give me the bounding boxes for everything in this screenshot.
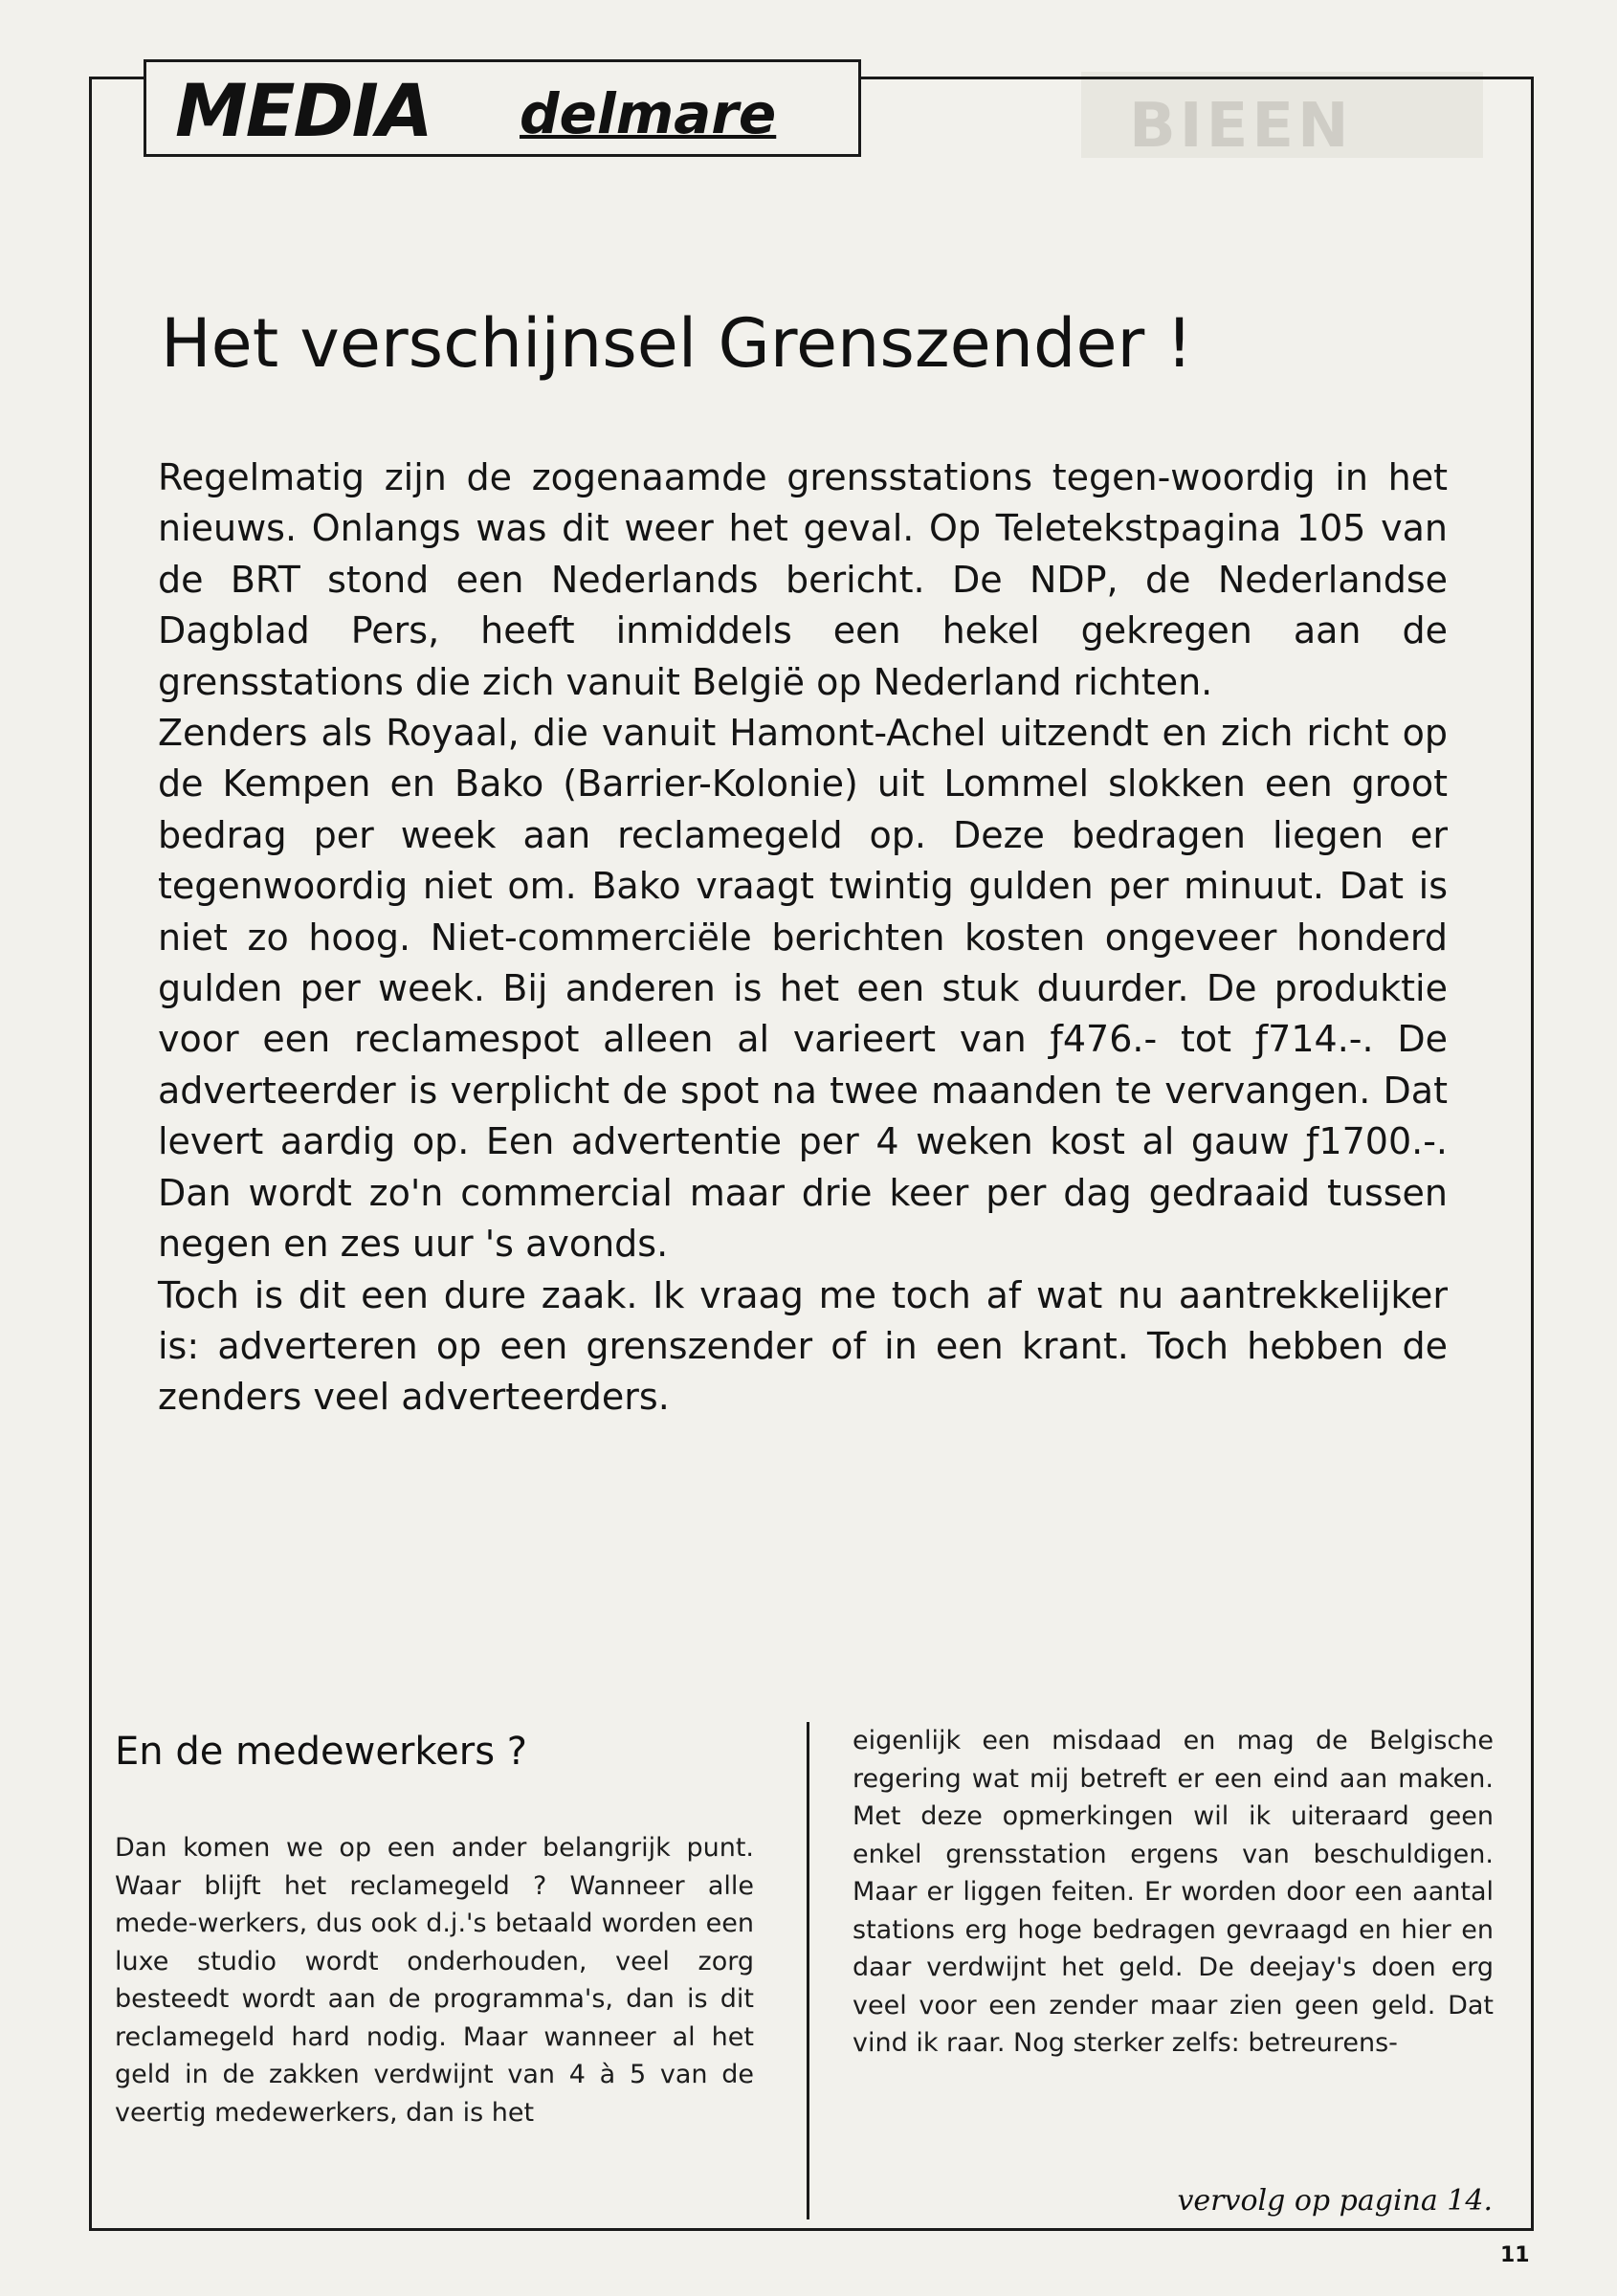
bleed-through-text: BIEEN — [1129, 91, 1353, 162]
masthead-delmare: delmare — [520, 81, 777, 146]
section-subhead: En de medewerkers ? — [115, 1730, 527, 1774]
article-intro — [158, 453, 1448, 1424]
column-divider — [807, 1722, 809, 2219]
intro-paragraph-3: Toch is dit een dure zaak. Ik vraag me toch af wat nu aantrekkelijker is: adverteren op een grenszender of in een krant. Toch hebben de zenders veel adverteerders. — [158, 1273, 1448, 1419]
left-column-text: Dan komen we op een ander belangrijk punt. Waar blijft het reclamegeld ? Wanneer alle mede-werkers, dus ook d.j.'s betaald worden een luxe studio wordt onderhouden, veel zorg besteedt wordt aan de programma's, dan is dit reclamegeld hard nodig. Maar wanneer al het geld in de zakken verdwijnt van 4 à 5 van de veertig medewerkers, dan is het — [115, 1833, 754, 2128]
article-headline: Het verschijnsel Grenszender ! — [161, 304, 1193, 383]
right-column-text: eigenlijk een misdaad en mag de Belgische regering wat mij betreft er een eind aan maken. Met deze opmerkingen wil ik uiteraard geen enkel grensstation ergens van beschuldigen. Maar er liggen feiten. Er worden door een aantal stations erg hoge bedragen gevraagd en hier en daar verdwijnt het geld. De deejay's doen erg veel voor een zender maar zien geen geld. Dat vind ik raar. Nog sterker zelfs: betreurens- — [853, 1726, 1494, 2058]
intro-paragraph-1: Regelmatig zijn de zogenaamde grensstations tegen-woordig in het nieuws. Onlangs was dit weer het geval. Op Teletekstpagina 105 van de BRT stond een Nederlands bericht. De NDP, de Nederlandse Dagblad Pers, heeft inmiddels een hekel gekregen aan de grensstations die zich vanuit België op Nederland richten. — [158, 456, 1448, 703]
page-number: 11 — [1500, 2243, 1530, 2267]
masthead — [144, 59, 861, 157]
masthead-media: MEDIA — [175, 68, 432, 153]
continued-note: vervolg op pagina 14. — [1177, 2184, 1493, 2218]
intro-paragraph-2: Zenders als Royaal, die vanuit Hamont-Achel uitzendt en zich richt op de Kempen en Bako (Barrier-Kolonie) uit Lommel slokken een groot bedrag per week aan reclamegeld op. Deze bedragen liegen er tegenwoordig niet om. Bako vraagt twintig gulden per minuut. Dat is niet zo hoog. Niet-commerciële berichten kosten ongeveer honderd gulden per week. Bij anderen is het een stuk duurder. De produktie voor een reclamespot alleen al varieert van ƒ476.- tot ƒ714.-. De adverteerder is verplicht de spot na twee maanden te vervangen. Dat levert aardig op. Een advertentie per 4 weken kost al gauw ƒ1700.-. Dan wordt zo'n commercial maar drie keer per dag gedraaid tussen negen en zes uur 's avonds. — [158, 712, 1448, 1266]
